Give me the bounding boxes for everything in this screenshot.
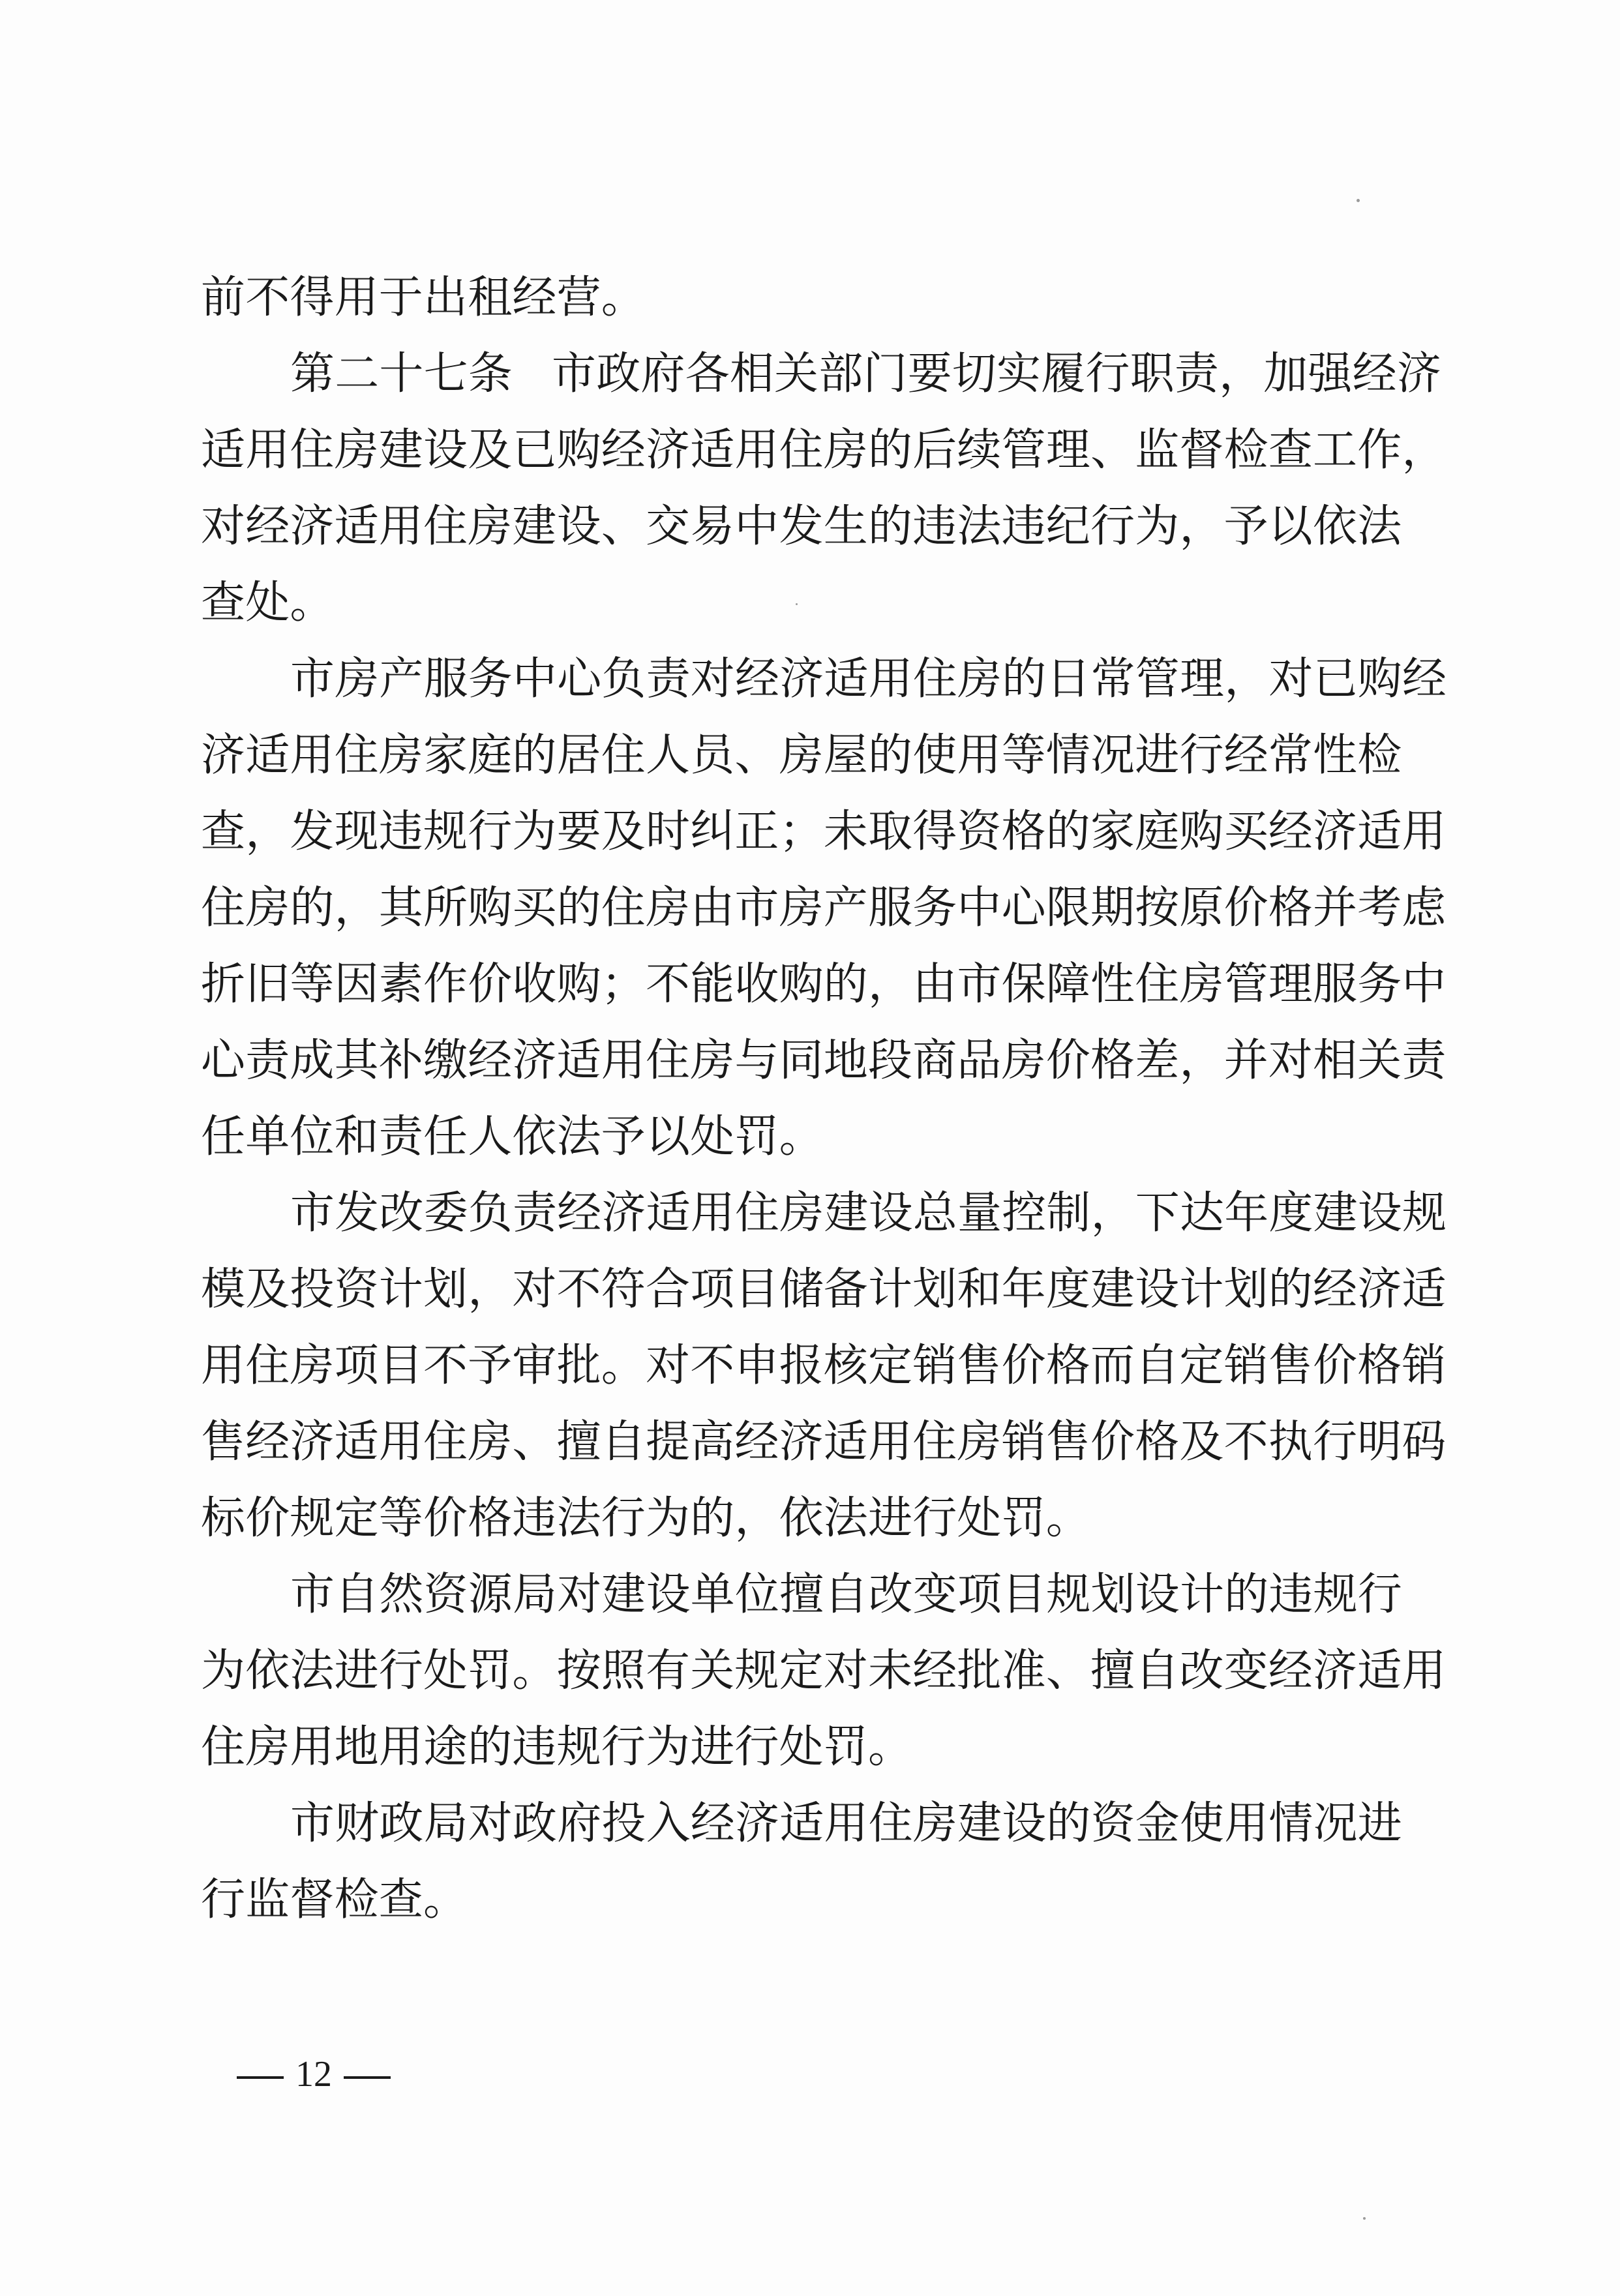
left-dash <box>237 2076 284 2079</box>
text-line: 住房用地用途的违规行为进行处罚。 <box>201 1722 913 1773</box>
page-number-value: 12 <box>295 2054 332 2095</box>
text-line: 适用住房建设及已购经济适用住房的后续管理、监督检查工作， <box>201 425 1447 476</box>
text-line: 济适用住房家庭的居住人员、房屋的使用等情况进行经常性检 <box>201 730 1402 781</box>
scan-speck <box>1363 2217 1366 2220</box>
paragraph-start-line: 市发改委负责经济适用住房建设总量控制，下达年度建设规 <box>290 1187 1447 1239</box>
text-line: 查，发现违规行为要及时纠正；未取得资格的家庭购买经济适用 <box>201 806 1447 857</box>
right-dash <box>344 2076 391 2079</box>
text-line: 任单位和责任人依法予以处罚。 <box>201 1111 824 1163</box>
article-text: 市政府各相关部门要切实履行职责，加强经济 <box>552 348 1442 400</box>
paragraph-start-line: 市财政局对政府投入经济适用住房建设的资金使用情况进 <box>290 1798 1403 1849</box>
paragraph-start-line: 市房产服务中心负责对经济适用住房的日常管理，对已购经 <box>290 653 1447 705</box>
scan-speck <box>1357 199 1360 202</box>
text-line: 为依法进行处罚。按照有关规定对未经批准、擅自改变经济适用 <box>201 1645 1447 1697</box>
text-line: 标价规定等价格违法行为的，依法进行处罚。 <box>201 1493 1091 1544</box>
text-line: 对经济适用住房建设、交易中发生的违法违纪行为，予以依法 <box>201 501 1402 552</box>
article-27-line <box>201 336 1442 412</box>
text-line: 模及投资计划，对不符合项目储备计划和年度建设计划的经济适 <box>201 1264 1447 1315</box>
text-line: 心责成其补缴经济适用住房与同地段商品房价格差，并对相关责 <box>201 1035 1447 1086</box>
text-line: 查处。 <box>201 577 335 629</box>
text-line: 用住房项目不予审批。对不申报核定销售价格而自定销售价格销 <box>201 1340 1447 1392</box>
body-text <box>201 260 1447 1938</box>
text-line: 前不得用于出租经营。 <box>201 272 646 323</box>
scan-speck <box>796 603 798 605</box>
text-line: 住房的，其所购买的住房由市房产服务中心限期按原价格并考虑 <box>201 882 1447 934</box>
paragraph-start-line: 市自然资源局对建设单位擅自改变项目规划设计的违规行 <box>290 1569 1403 1620</box>
page-number <box>225 2051 402 2097</box>
text-line: 行监督检查。 <box>201 1874 468 1926</box>
text-line: 售经济适用住房、擅自提高经济适用住房销售价格及不执行明码 <box>201 1416 1447 1468</box>
text-line: 折旧等因素作价收购；不能收购的，由市保障性住房管理服务中 <box>201 959 1447 1010</box>
article-heading: 第二十七条 <box>290 348 513 400</box>
